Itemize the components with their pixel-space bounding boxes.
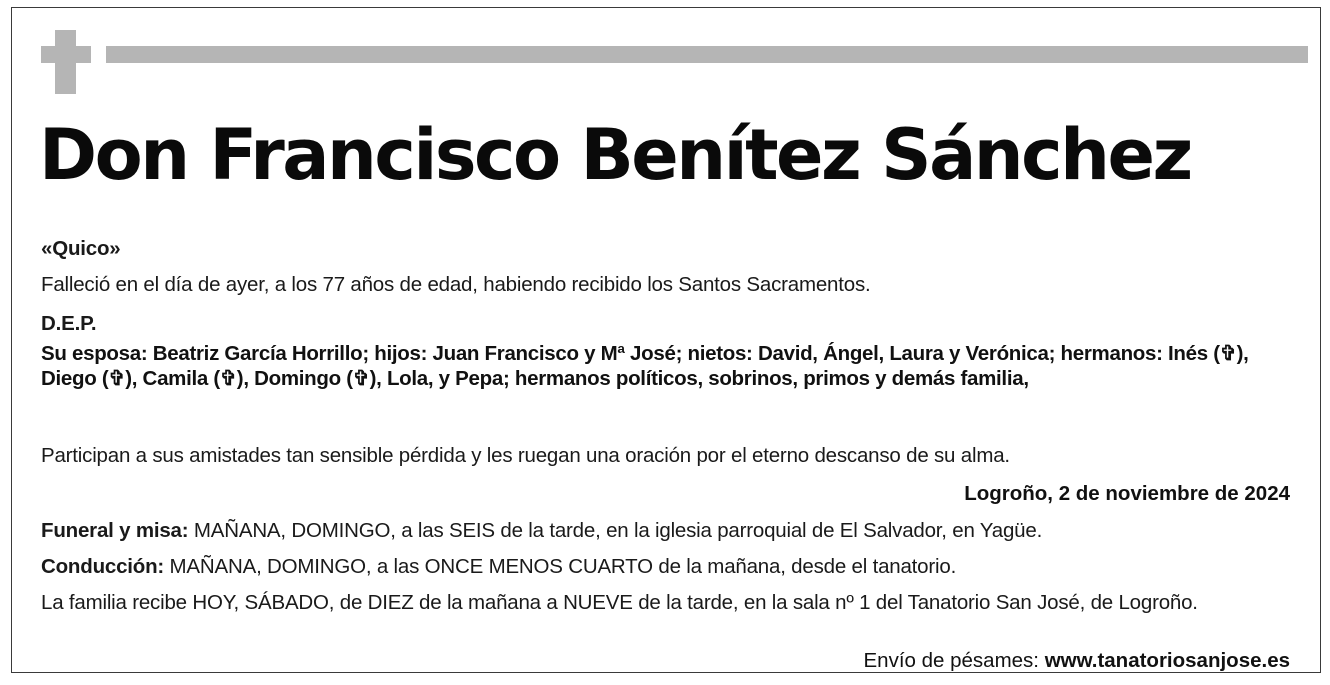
condolences-website: www.tanatoriosanjose.es [1044, 649, 1290, 672]
funeral-details: MAÑANA, DOMINGO, a las SEIS de la tarde, en la iglesia parroquial de El Salvador, en Yagüe. [188, 519, 1043, 542]
rip-abbreviation: D.E.P. [41, 312, 97, 335]
funeral-info [41, 519, 1042, 543]
procession-details: MAÑANA, DOMINGO, a las ONCE MENOS CUARTO de la mañana, desde el tanatorio. [164, 555, 957, 578]
procession-info [41, 555, 956, 579]
condolences-line [864, 649, 1291, 673]
prayer-request: Participan a sus amistades tan sensible pérdida y les ruegan una oración por el eterno descanso de su alma. [41, 444, 1010, 467]
nickname: «Quico» [41, 237, 121, 260]
procession-label: Conducción: [41, 555, 165, 578]
passing-statement: Falleció en el día de ayer, a los 77 años de edad, habiendo recibido los Santos Sacramentos. [41, 273, 871, 296]
family-list: Su esposa: Beatriz García Horrillo; hijos: Juan Francisco y Mª José; nietos: David, Ángel, Laura y Verónica; hermanos: Inés (✞), Diego (✞), Camila (✞), Domingo (✞), Lola, y Pepa; hermanos políticos, sobrinos, primos y demás familia, [41, 342, 1249, 390]
obituary-notice [11, 7, 1321, 673]
condolences-label: Envío de pésames: [863, 649, 1045, 672]
cross-horizontal-bar [41, 46, 91, 63]
place-and-date: Logroño, 2 de noviembre de 2024 [964, 482, 1290, 505]
funeral-label: Funeral y misa: [41, 519, 189, 542]
reception-info: La familia recibe HOY, SÁBADO, de DIEZ de la mañana a NUEVE de la tarde, en la sala nº 1 del Tanatorio San José, de Logroño. [41, 591, 1198, 614]
deceased-name: Don Francisco Benítez Sánchez [39, 114, 1191, 196]
header-rule [106, 46, 1308, 63]
